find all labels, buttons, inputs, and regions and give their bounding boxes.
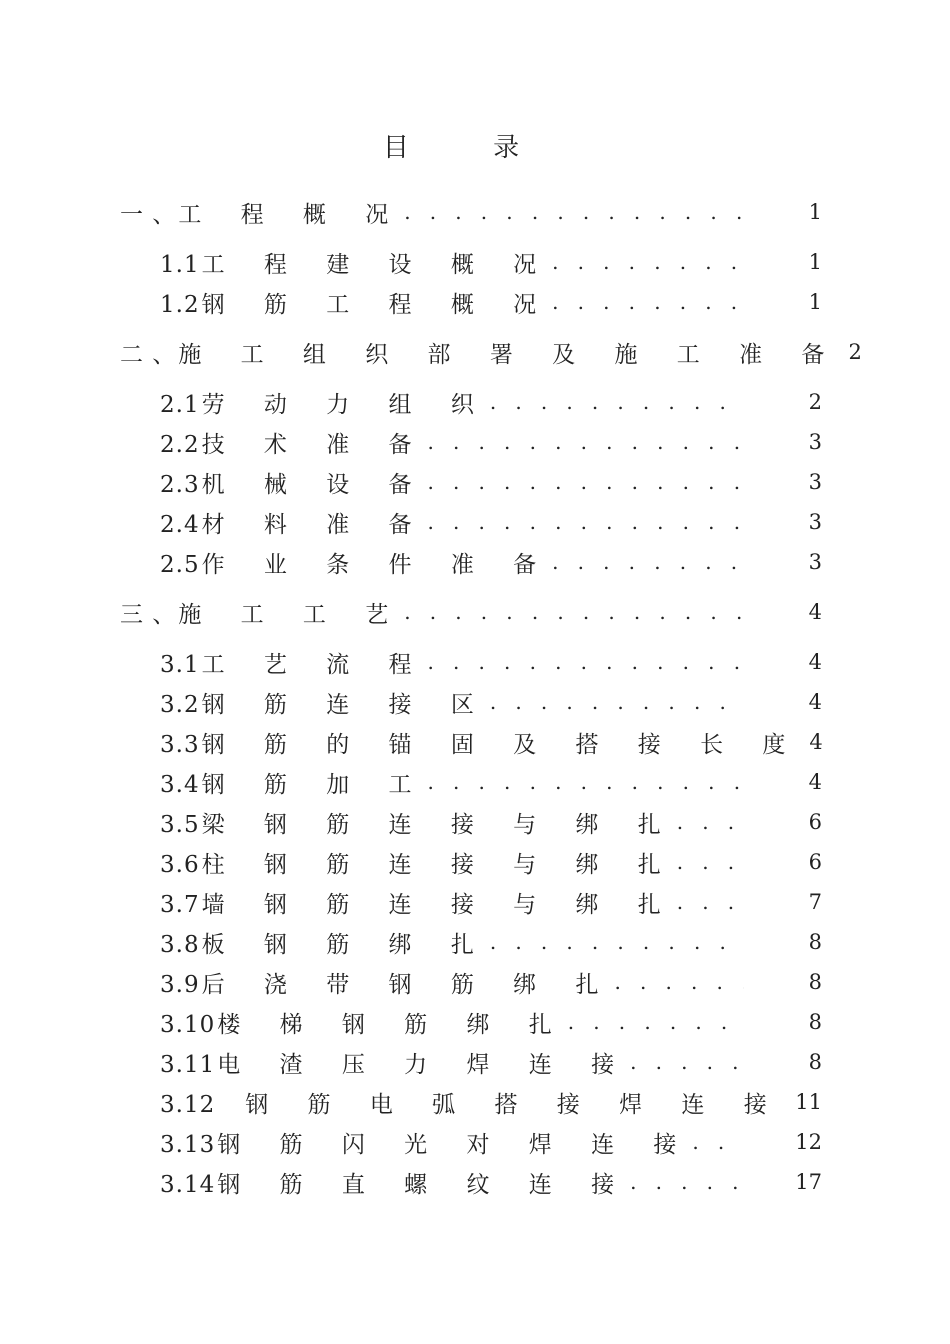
dot-leader (428, 422, 744, 462)
entry-label (0, 196, 404, 229)
entry-number: 3.13 (160, 1131, 216, 1158)
dot-leader (404, 192, 744, 232)
entry-label (0, 336, 840, 369)
toc-entry[interactable] (0, 592, 950, 632)
entry-label (0, 546, 552, 579)
entry-label (0, 806, 677, 839)
toc-entry[interactable] (0, 332, 950, 372)
dot-leader (630, 1042, 744, 1082)
entry-label (0, 966, 614, 999)
toc-entry[interactable] (0, 882, 950, 922)
dot-leader (490, 682, 744, 722)
entry-number: 3.11 (160, 1051, 216, 1078)
page-number: 3 (808, 430, 822, 454)
entry-text: 钢 筋 工 程 概 况 (201, 291, 553, 318)
entry-text: 梁 钢 筋 连 接 与 绑 扎 (201, 811, 677, 838)
dot-leader (692, 1122, 744, 1162)
entry-label (0, 646, 428, 679)
page-number: 11 (795, 1090, 822, 1114)
dot-leader (568, 1002, 744, 1042)
entry-text: 材 料 准 备 (201, 511, 428, 538)
toc-entry[interactable] (0, 802, 950, 842)
dot-leader (552, 242, 744, 282)
toc-entry[interactable] (0, 762, 950, 802)
page-number: 12 (795, 1130, 822, 1154)
toc-entry[interactable] (0, 1082, 950, 1122)
entry-text: 墙 钢 筋 连 接 与 绑 扎 (201, 891, 677, 918)
entry-number: 2.2 (160, 431, 200, 458)
entry-number: 2.3 (160, 471, 200, 498)
toc-title: 目 录 (382, 133, 558, 163)
toc-entry[interactable] (0, 922, 950, 962)
entry-number: 3.8 (160, 931, 200, 958)
entry-number: 3.5 (160, 811, 200, 838)
entry-text: 柱 钢 筋 连 接 与 绑 扎 (201, 851, 677, 878)
entry-text: 工 艺 流 程 (201, 651, 428, 678)
page-number: 8 (808, 1050, 822, 1074)
dot-leader (677, 842, 744, 882)
entry-label (0, 386, 490, 419)
entry-text: 作 业 条 件 准 备 (201, 551, 553, 578)
entry-text: 劳 动 力 组 织 (201, 391, 490, 418)
dot-leader (404, 592, 744, 632)
page-number: 2 (808, 390, 822, 414)
dot-leader (614, 962, 744, 1002)
page-number: 17 (795, 1170, 822, 1194)
entry-label (0, 596, 404, 629)
toc-entry[interactable] (0, 542, 950, 582)
page-number: 2 (848, 340, 862, 364)
entry-text: 技 术 准 备 (201, 431, 428, 458)
toc-entry[interactable] (0, 722, 950, 762)
page-number: 4 (809, 730, 823, 754)
entry-number: 3.14 (160, 1171, 216, 1198)
page-number: 8 (808, 1010, 822, 1034)
page-number: 1 (808, 290, 822, 314)
page-number: 4 (808, 770, 822, 794)
toc-entry[interactable] (0, 1122, 950, 1162)
entry-number: 1.2 (160, 291, 200, 318)
toc-entry[interactable] (0, 682, 950, 722)
page-number: 1 (808, 250, 822, 274)
entry-number: 2.5 (160, 551, 200, 578)
entry-label (0, 926, 490, 959)
toc-entry[interactable] (0, 1042, 950, 1082)
dot-leader (428, 762, 744, 802)
entry-number: 3.3 (160, 731, 200, 758)
entry-label (0, 246, 552, 279)
entry-number: 1.1 (160, 251, 200, 278)
toc-entry[interactable] (0, 962, 950, 1002)
page-number: 8 (808, 930, 822, 954)
toc-entry[interactable] (0, 422, 950, 462)
dot-leader (552, 282, 744, 322)
toc-entry[interactable] (0, 842, 950, 882)
entry-number: 3.12 (160, 1091, 216, 1118)
entry-number: 2.1 (160, 391, 200, 418)
entry-label (0, 846, 677, 879)
entry-text: 钢 筋 闪 光 对 焊 连 接 (217, 1131, 693, 1158)
entry-label (0, 1046, 630, 1079)
toc-entry[interactable] (0, 642, 950, 682)
entry-text: 施 工 工 艺 (178, 601, 405, 628)
page-number: 6 (808, 850, 822, 874)
entry-number: 3.4 (160, 771, 200, 798)
toc-entry[interactable] (0, 242, 950, 282)
dot-leader (677, 802, 744, 842)
entry-text: 工 程 建 设 概 况 (201, 251, 553, 278)
page-number: 4 (808, 650, 822, 674)
entry-number: 3.10 (160, 1011, 216, 1038)
dot-leader (630, 1162, 744, 1202)
entry-number: 2.4 (160, 511, 200, 538)
page-number: 3 (808, 510, 822, 534)
entry-label (0, 426, 428, 459)
entry-label (0, 886, 677, 919)
toc-entry[interactable] (0, 1002, 950, 1042)
entry-text: 板 钢 筋 绑 扎 (201, 931, 490, 958)
dot-leader (428, 502, 744, 542)
page-number: 3 (808, 550, 822, 574)
entry-text: 施 工 组 织 部 署 及 施 工 准 备 (178, 341, 841, 368)
entry-label (0, 1006, 568, 1039)
dot-leader (490, 382, 744, 422)
toc-entry[interactable] (0, 192, 950, 232)
entry-number: 3.2 (160, 691, 200, 718)
dot-leader (552, 542, 744, 582)
toc-entry[interactable] (0, 462, 950, 502)
page-number: 1 (808, 200, 822, 224)
page-number: 4 (808, 600, 822, 624)
entry-number: 三 、 (120, 601, 177, 628)
dot-leader (490, 922, 744, 962)
entry-label (0, 1166, 630, 1199)
entry-text: 钢 筋 加 工 (201, 771, 428, 798)
entry-text: 电 渣 压 力 焊 连 接 (217, 1051, 631, 1078)
page-number: 7 (808, 890, 822, 914)
dot-leader (428, 642, 744, 682)
entry-number: 一 、 (120, 201, 177, 228)
toc-entry[interactable] (0, 282, 950, 322)
entry-label (0, 766, 428, 799)
entry-text: 楼 梯 钢 筋 绑 扎 (217, 1011, 568, 1038)
entry-number: 二 、 (120, 341, 177, 368)
dot-leader (677, 882, 744, 922)
entry-text: 工 程 概 况 (178, 201, 405, 228)
entry-text: 后 浇 带 钢 筋 绑 扎 (201, 971, 615, 998)
entry-number: 3.9 (160, 971, 200, 998)
entry-label (0, 286, 552, 319)
entry-text: 钢 筋 连 接 区 (201, 691, 490, 718)
page-number: 6 (808, 810, 822, 834)
entry-number: 3.7 (160, 891, 200, 918)
page-number: 3 (808, 470, 822, 494)
dot-leader (428, 462, 744, 502)
entry-number: 3.1 (160, 651, 200, 678)
entry-label (0, 1126, 692, 1159)
toc-entry[interactable] (0, 1162, 950, 1202)
entry-text: 机 械 设 备 (201, 471, 428, 498)
page-number: 4 (808, 690, 822, 714)
entry-label (0, 466, 428, 499)
entry-text: 钢 筋 直 螺 纹 连 接 (217, 1171, 631, 1198)
entry-label (0, 1086, 783, 1119)
entry-label (0, 506, 428, 539)
entry-label (0, 726, 801, 759)
toc-entry[interactable] (0, 502, 950, 542)
entry-text: 钢 筋 电 弧 搭 接 焊 连 接 (245, 1091, 783, 1118)
toc-entry[interactable] (0, 382, 950, 422)
entry-text: 钢 筋 的 锚 固 及 搭 接 长 度 (201, 731, 802, 758)
entry-label (0, 686, 490, 719)
entry-number: 3.6 (160, 851, 200, 878)
page-number: 8 (808, 970, 822, 994)
